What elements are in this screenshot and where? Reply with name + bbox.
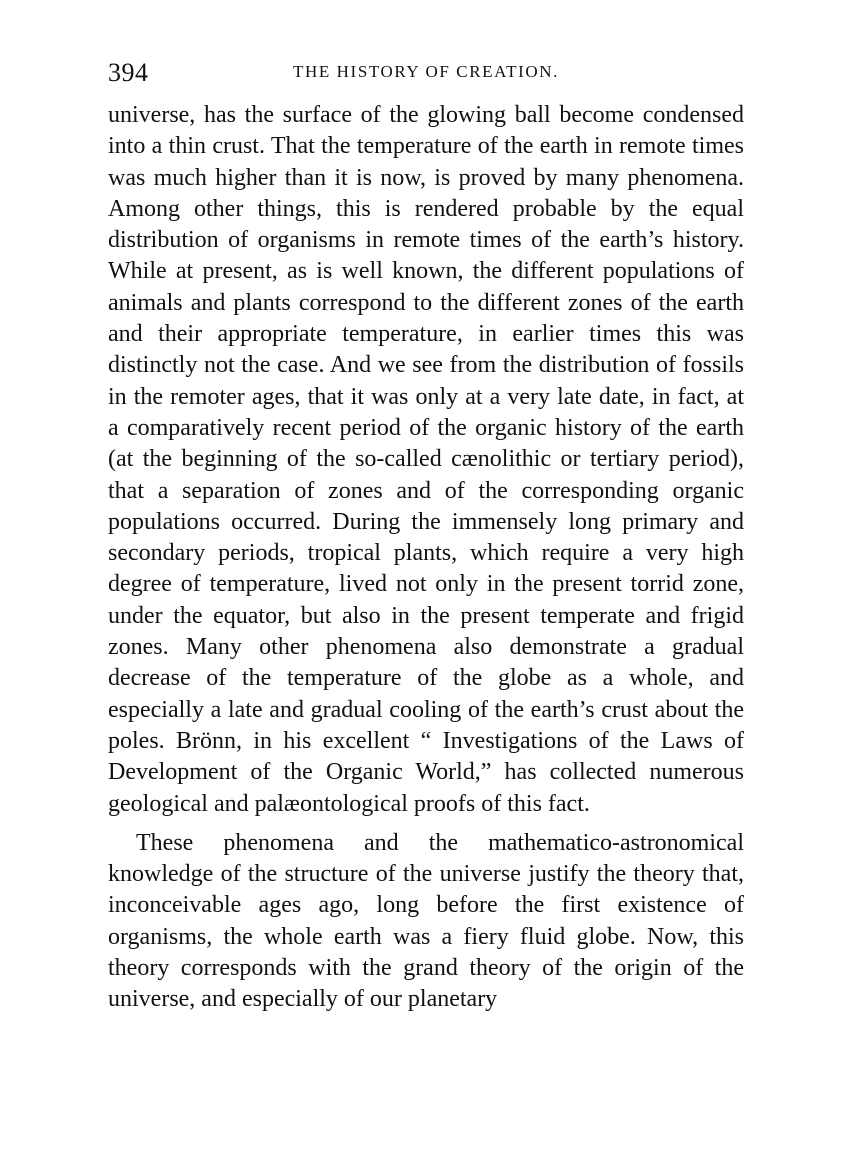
book-page xyxy=(108,58,744,1016)
page-number: 394 xyxy=(108,58,149,87)
running-head xyxy=(108,58,744,92)
paragraph-continued: universe, has the surface of the glowing ball become condensed into a thin crust. That the temperature of the earth in remote times was much higher than it is now, is proved by many phenomena. Among other things, this is rendered probable by the equal distribution of organisms in remote times of the earth’s history. While at present, as is well known, the different populations of animals and plants correspond to the different zones of the earth and their appropriate temperature, in earlier times this was distinctly not the case. And we see from the distribution of fossils in the remoter ages, that it was only at a very late date, in fact, at a comparatively recent period of the organic history of the earth (at the beginning of the so-called cænolithic or tertiary period), that a separation of zones and of the corresponding organic populations occurred. During the immensely long primary and secondary periods, tropical plants, which require a very high degree of temperature, lived not only in the present torrid zone, under the equator, but also in the present temperate and frigid zones. Many other phenomena also demonstrate a gradual decrease of the temperature of the globe as a whole, and especially a late and gradual cooling of the earth’s crust about the poles. Brönn, in his excellent “ Investigations of the Laws of Development of the Organic World,” has collected numerous geological and palæontological proofs of this fact. xyxy=(108,102,744,817)
running-title: THE HISTORY OF CREATION. xyxy=(292,62,560,81)
paragraph: These phenomena and the mathematico-astronomical knowledge of the structure of the universe justify the theory that, inconceivable ages ago, long before the first existence of organisms, the whole earth was a fiery fluid globe. Now, this theory corresponds with the grand theory of the origin of the universe, and especially of our planetary xyxy=(108,829,744,1013)
body-text xyxy=(108,100,744,1016)
